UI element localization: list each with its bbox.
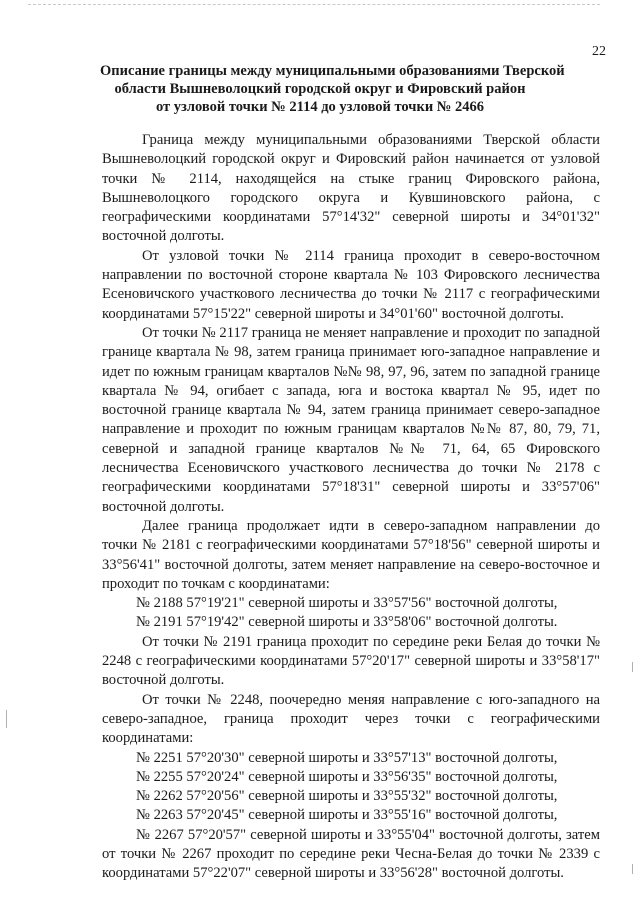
scan-edge-line	[28, 4, 600, 7]
page-number: 22	[592, 44, 606, 59]
paragraph-point-2181: Далее граница продолжает идти в северо-западном направлении до точки № 2181 с географическими координатами 57°18'56" северной широты и 33°56'41" восточной долготы, затем меняет направление на северо-восточное и проходит по точкам с координатами:	[102, 517, 600, 592]
paragraph-point-2191: От точки № 2191 граница проходит по середине реки Белая до точки № 2248 с географическими координатами 57°20'17" северной широты и 33°58'17" восточной долготы.	[102, 633, 600, 689]
coordinate-line-2255: № 2255 57°20'24" северной широты и 33°56'35" восточной долготы,	[136, 768, 558, 785]
coordinate-line-2188: № 2188 57°19'21" северной широты и 33°57'56" восточной долготы,	[136, 595, 558, 612]
scan-margin-mark	[632, 662, 633, 672]
title-line-1: Описание границы между муниципальными образованиями Тверской	[100, 63, 565, 79]
coordinate-line-2267: № 2267 57°20'57" северной широты и 33°55'04" восточной долготы, затем от точки № 2267 проходит по середине реки Чесна-Белая до точки № 2339 с координатами 57°22'07" северной широты и 33°56'28" восточной долготы.	[102, 826, 600, 882]
scan-margin-mark	[6, 710, 7, 728]
coordinate-line-2262: № 2262 57°20'56" северной широты и 33°55'32" восточной долготы,	[136, 788, 558, 805]
title-line-2: области Вышневолоцкий городской округ и Фировский район	[114, 81, 526, 97]
coordinate-line-2191: № 2191 57°19'42" северной широты и 33°58'06" восточной долготы.	[136, 614, 558, 631]
coordinate-line-2251: № 2251 57°20'30" северной широты и 33°57'13" восточной долготы,	[136, 749, 558, 766]
scan-margin-mark	[632, 864, 633, 874]
document-title	[100, 62, 565, 116]
paragraph-point-2114: От узловой точки № 2114 граница проходит в северо-восточном направлении по восточной стороне квартала № 103 Фировского лесничества Есеновичского участкового лесничества до точки № 2117 с географическими координатами 57°15'22" северной широты и 34°01'60" восточной долготы.	[102, 247, 600, 322]
document-body	[102, 131, 600, 884]
paragraph-intro: Граница между муниципальными образованиями Тверской области Вышневолоцкий городской округ и Фировский район начинается от узловой точки № 2114, находящейся на стыке границ Фировского района, Вышневолоцкого городского округа и Кувшиновского района, с географическими координатами 57°14'32" северной широты и 34°01'32" восточной долготы.	[102, 132, 600, 245]
coordinate-line-2263: № 2263 57°20'45" северной широты и 33°55'16" восточной долготы,	[136, 807, 558, 824]
paragraph-point-2117: От точки № 2117 граница не меняет направление и проходит по западной границе квартала № 98, затем граница принимает юго-западное направление и идет по южным границам кварталов №№ 98, 97, 96, затем по западной границе квартала № 94, огибает с запада, юга и востока квартал № 95, идет по восточной границе квартала № 94, затем граница принимает северо-западное направление и проходит по южным границам кварталов №№ 87, 80, 79, 71, северной и западной границе кварталов №№ 71, 64, 65 Фировского лесничества Есеновичского участкового лесничества до точки № 2178 с географическими координатами 57°18'31" северной широты и 33°57'06" восточной долготы.	[102, 324, 600, 515]
title-line-3: от узловой точки № 2114 до узловой точки № 2466	[156, 99, 484, 115]
paragraph-point-2248: От точки № 2248, поочередно меняя направление с юго-западного на северо-западное, граница проходит через точки с географическими координатами:	[102, 691, 600, 747]
